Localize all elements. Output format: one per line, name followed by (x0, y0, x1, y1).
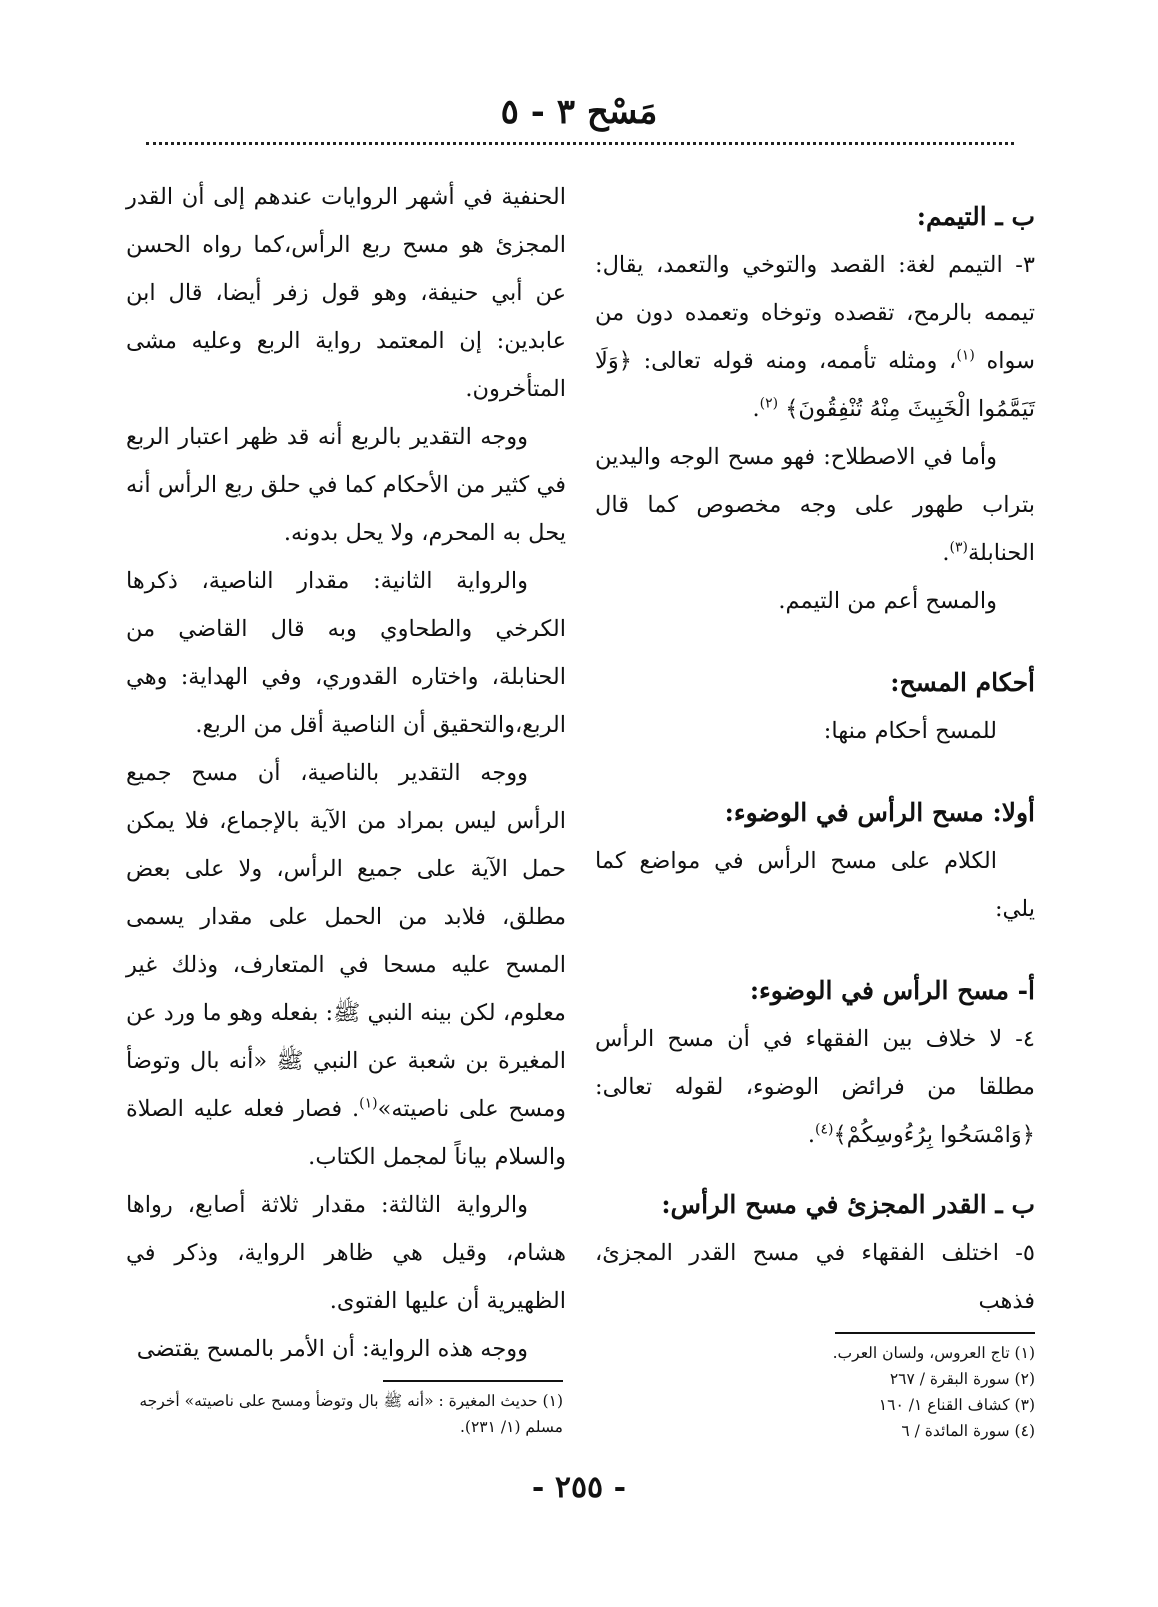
footnote-item: (٣) كشاف القناع ١/ ١٦٠ (878, 1396, 1035, 1414)
paragraph-kalam: الكلام على مسح الرأس في مواضع كما يلي: (595, 848, 1035, 922)
footnote-ref: (٣) (949, 539, 968, 556)
paragraph-3: ٣- التيمم لغة: القصد والتوخي والتعمد، يقال: تيممه بالرمح، تقصده وتوخاه وتعمده دون من سواه $^{(١)}$، ومثله تأممه، ومنه قوله تعالى: ﴿وَلَا تَيَمَّمُوا الْخَبِيثَ مِنْهُ تُنْفِقُونَ﴾ $^{(٢)}$. (595, 252, 1035, 422)
footnote-ref: (٢) (759, 395, 779, 412)
paragraph-left-4: ووجه التقدير بالناصية، أن مسح جميع الرأس ليس بمراد من الآية بالإجماع، فلا يمكن حمل الآية على جميع الرأس، ولا على بعض مطلق، فلابد من الحمل على مقدار يسمى المسح عليه مسحا في المتعارف، وذلك غير معلوم، لكن بينه النبي ﷺ: بفعله وهو ما ورد عن المغيرة بن شعبة عن النبي ﷺ «أنه بال وتوضأ ومسح على ناصيته»$^{(١)}$. فصار فعله عليه الصلاة والسلام بياناً لمجمل الكتاب. (126, 760, 566, 1170)
heading-ahkam: أحكام المسح: (890, 668, 1035, 697)
left-column (126, 173, 566, 1373)
footnotes-left (126, 1380, 563, 1440)
footnote-divider (835, 1332, 1035, 1334)
footnote-item: (١) حديث المغيرة : «أنه ﷺ بال وتوضأ ومسح على ناصيته» أخرجه مسلم (١/ ٢٣١). (139, 1392, 563, 1436)
paragraph-left-1: الحنفية في أشهر الروايات عندهم إلى أن القدر المجزئ هو مسح ربع الرأس،كما رواه الحسن عن أبي حنيفة، وهو قول زفر أيضا، قال ابن عابدين: إن المعتمد رواية الربع وعليه مشى المتأخرون. (126, 184, 566, 402)
paragraph-left-3: والرواية الثانية: مقدار الناصية، ذكرها الكرخي والطحاوي وبه قال القاضي من الحنابلة، واختاره القدوري، وفي الهداية: وهي الربع،والتحقيق أن الناصية أقل من الربع. (126, 568, 566, 738)
footnote-ref: (١) (956, 347, 975, 364)
footnote-ref: (٤) (814, 1121, 834, 1138)
paragraph-5: ٥- اختلف الفقهاء في مسح القدر المجزئ، فذهب (595, 1240, 1035, 1314)
footnotes-right (715, 1332, 1035, 1444)
heading-tayammum: ب ـ التيمم: (916, 202, 1035, 231)
right-column (595, 193, 1035, 1325)
heading-awwalan: أولا: مسح الرأس في الوضوء: (724, 798, 1035, 827)
heading-ba: ب ـ القدر المجزئ في مسح الرأس: (661, 1190, 1035, 1219)
footnote-ref: (١) (359, 1095, 378, 1112)
paragraph-left-2: ووجه التقدير بالربع أنه قد ظهر اعتبار الربع في كثير من الأحكام كما في حلق ربع الرأس أنه يحل به المحرم، ولا يحل بدونه. (126, 424, 566, 546)
footnote-divider (383, 1380, 563, 1382)
footnote-item: (١) تاج العروس، ولسان العرب. (832, 1344, 1035, 1362)
heading-alif: أ- مسح الرأس في الوضوء: (749, 976, 1035, 1005)
footnote-item: (٢) سورة البقرة / ٢٦٧ (889, 1370, 1035, 1388)
paragraph-ahkam: للمسح أحكام منها: (823, 718, 997, 744)
paragraph-left-6: ووجه هذه الرواية: أن الأمر بالمسح يقتضى (136, 1336, 528, 1362)
paragraph-aam: والمسح أعم من التيمم. (778, 588, 997, 614)
page-number: - ٢٥٥ - (531, 1470, 627, 1505)
paragraph-left-5: والرواية الثالثة: مقدار ثلاثة أصابع، رواها هشام، وقيل هي ظاهر الرواية، وذكر في الظهيرية أن عليها الفتوى. (126, 1192, 566, 1314)
footnote-item: (٤) سورة المائدة / ٦ (901, 1422, 1035, 1440)
paragraph-4: ٤- لا خلاف بين الفقهاء في أن مسح الرأس مطلقا من فرائض الوضوء، لقوله تعالى: ﴿وَامْسَحُوا بِرُءُوسِكُمْ﴾$^{(٤)}$. (595, 1026, 1035, 1148)
running-header: مَسْح ٣ - ٥ (500, 92, 658, 132)
header-divider (146, 142, 1014, 145)
paragraph-istilah: وأما في الاصطلاح: فهو مسح الوجه واليدين بتراب طهور على وجه مخصوص كما قال الحنابلة$^{(٣)}$. (595, 444, 1035, 566)
